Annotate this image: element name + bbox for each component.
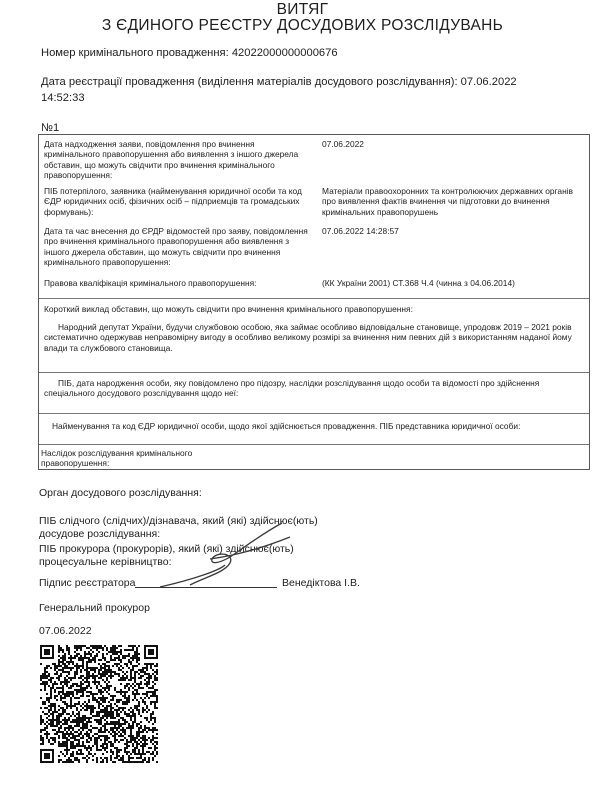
document-title: ВИТЯГ [276, 1, 329, 18]
divider [39, 298, 589, 299]
proceeding-number: Номер кримінального провадження: 42022000000000676 [41, 47, 338, 59]
summary-text: Народний депутат України, будучи службовою особою, яка займає особливо відповідальне становище, упродовж 2019 – 2021 років систематично одержував неправомірну вигоду в особливо великому розмірі за вчинення ним певних дій з використанням наданої йому влади та службового становища. [44, 322, 572, 353]
legal-entity-label: Найменування та код ЄДР юридичної особи, щодо якої здійснюється провадження. ПІБ представника юридичної особи: [52, 421, 521, 431]
summary-label: Короткий виклад обставин, що можуть свідчити про вчинення кримінального правопорушення: [44, 304, 413, 314]
suspect-label: ПІБ, дата народження особи, яку повідомлено про підозру, наслідки розслідування щодо особи та відомості про здійснення спеціального досудового розслідування щодо неї: [44, 378, 540, 399]
document-subtitle: З ЄДИНОГО РЕЄСТРУ ДОСУДОВИХ РОЗСЛІДУВАНЬ [101, 17, 504, 34]
document-date: 07.06.2022 [39, 625, 92, 637]
investigator-label: ПІБ слідчого (слідчих)/дізнавача, який (які) здійснює(ють) досудове розслідування: [39, 515, 318, 540]
handwritten-signature [150, 515, 300, 595]
investigation-result-label: Наслідок розслідування кримінального правопорушення: [41, 448, 193, 469]
registration-time: 14:52:33 [41, 92, 85, 104]
prosecutor-label: ПІБ прокурора (прокурорів), який (які) здійснює(ють) процесуальне керівництво: [39, 543, 294, 568]
general-prosecutor-label: Генеральний прокурор [39, 602, 150, 614]
row-victim-value: Матеріали правоохоронних та контролюючих державних органів про виявлення фактів вчинення чи підготовки до вчинення кримінальних правопорушень [322, 186, 574, 217]
registration-date: Дата реєстрації провадження (виділення матеріалів досудового розслідування): 07.06.2022 [41, 76, 517, 88]
row-qualification-value: (КК України 2001) СТ.368 Ч.4 (чинна з 04.06.2014) [322, 278, 515, 288]
record-table [38, 134, 590, 470]
row-received-date-label: Дата надходження заяви, повідомлення про вчинення кримінального правопорушення або виявлення з іншого джерела обставин, що можуть свідчити про вчинення кримінального правопорушення: [44, 139, 299, 181]
row-victim-label: ПІБ потерпілого, заявника (найменування юридичної особи та код ЄДР юридичних осіб, фізичних осіб – підприємців та громадських формувань): [44, 186, 302, 217]
divider [39, 444, 589, 445]
qr-code [40, 645, 158, 763]
row-qualification-label: Правова кваліфікація кримінального правопорушення: [44, 278, 257, 288]
row-entry-datetime-value: 07.06.2022 14:28:57 [322, 226, 399, 236]
record-number: №1 [41, 122, 60, 134]
registrar-signature-label: Підпис реєстратора [39, 577, 136, 589]
registrar-name: Венедіктова І.В. [282, 577, 360, 589]
row-received-date-value: 07.06.2022 [322, 139, 364, 149]
row-entry-datetime-label: Дата та час внесення до ЄРДР відомостей про заяву, повідомлення про вчинення кримінального правопорушення або виявлення з іншого джерела обставин, що можуть свідчити про вчинення кримінального правопорушення: [44, 226, 308, 268]
divider [39, 413, 589, 414]
investigation-body-label: Орган досудового розслідування: [39, 487, 202, 499]
divider [39, 372, 589, 373]
